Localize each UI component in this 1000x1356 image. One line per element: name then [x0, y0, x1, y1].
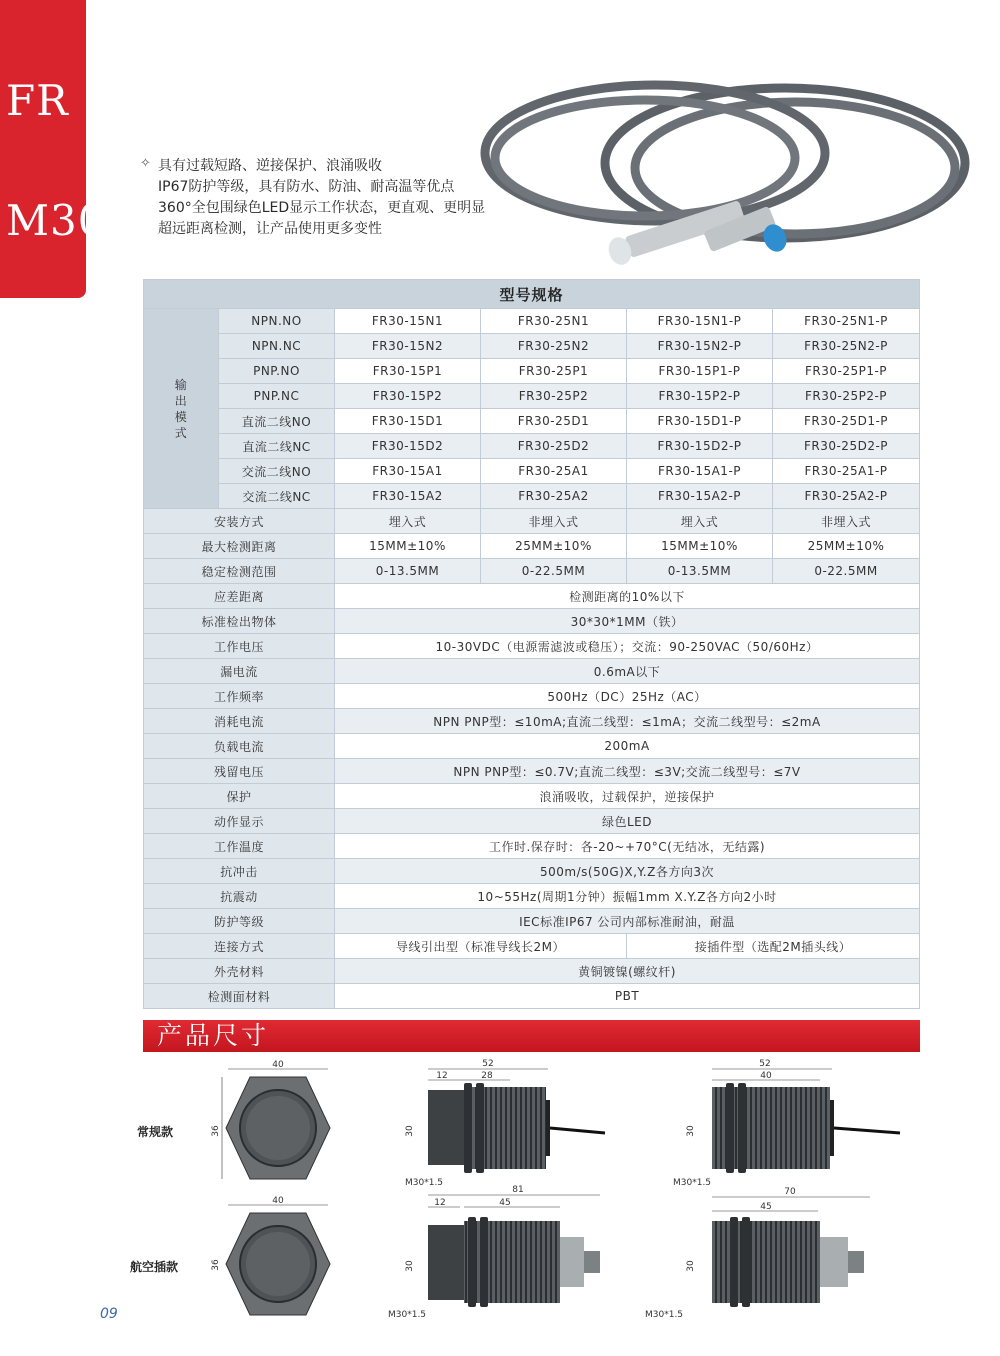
dim-body-45: 45 — [499, 1198, 511, 1208]
table-row — [144, 434, 920, 459]
table-row — [144, 459, 920, 484]
table-row — [144, 634, 920, 659]
model-cell: FR30-25A2-P — [773, 484, 920, 509]
dim-hex-width: 40 — [272, 1060, 284, 1070]
feature-item: IP67防护等级，具有防水、防油、耐高温等优点 — [158, 179, 455, 195]
thread-spec-label: M30*1.5 — [388, 1310, 427, 1320]
spec-value: 30*30*1MM（铁） — [335, 609, 920, 634]
model-cell: FR30-15A1 — [335, 459, 481, 484]
standard-model-label: 常规款 — [137, 1125, 174, 1139]
dim-thread-40: 40 — [760, 1071, 772, 1081]
spec-value: 0.6mA以下 — [335, 659, 920, 684]
spec-table-title: 型号规格 — [144, 280, 920, 309]
model-cell: FR30-25N1-P — [773, 309, 920, 334]
model-cell: FR30-15D2-P — [627, 434, 773, 459]
table-row — [144, 784, 920, 809]
model-cell: FR30-25P1 — [481, 359, 627, 384]
spec-value: 埋入式 — [627, 509, 773, 534]
model-cell: FR30-15D1-P — [627, 409, 773, 434]
table-row — [144, 309, 920, 334]
model-cell: FR30-25D1 — [481, 409, 627, 434]
model-cell: FR30-25D2-P — [773, 434, 920, 459]
spec-value: 浪涌吸收，过载保护，逆接保护 — [335, 784, 920, 809]
model-cell: FR30-15P2-P — [627, 384, 773, 409]
spec-value: 25MM±10% — [481, 534, 627, 559]
spec-label: 最大检测距离 — [144, 534, 335, 559]
spec-value: 10-30VDC（电源需滤波或稳压）；交流：90-250VAC（50/60Hz） — [335, 634, 920, 659]
spec-label: 工作电压 — [144, 634, 335, 659]
model-cell: FR30-15P1-P — [627, 359, 773, 384]
dim-body-45: 45 — [760, 1202, 772, 1212]
spec-label: 检测面材料 — [144, 984, 335, 1009]
model-cell: FR30-25P2 — [481, 384, 627, 409]
spec-value: 10~55Hz(周期1分钟）振幅1mm X.Y.Z各方向2小时 — [335, 884, 920, 909]
spec-label: 抗冲击 — [144, 859, 335, 884]
dim-overall-length: 70 — [784, 1187, 796, 1197]
dim-overall-length: 52 — [759, 1059, 771, 1069]
spec-label: 动作显示 — [144, 809, 335, 834]
page-number: 09 — [100, 1306, 118, 1322]
output-mode-label: 直流二线NO — [219, 409, 335, 434]
table-row — [144, 334, 920, 359]
table-row — [144, 684, 920, 709]
output-mode-label: 交流二线NC — [219, 484, 335, 509]
model-cell: FR30-15N1 — [335, 309, 481, 334]
table-row — [144, 584, 920, 609]
spec-label: 安装方式 — [144, 509, 335, 534]
spec-value: 工作时.保存时：各-20~+70°C(无结冰，无结露) — [335, 834, 920, 859]
spec-label: 连接方式 — [144, 934, 335, 959]
thread-spec-label: M30*1.5 — [405, 1178, 444, 1188]
spec-value: NPN PNP型：≤10mA;直流二线型：≤1mA；交流二线型号：≤2mA — [335, 709, 920, 734]
dim-diameter-30: 30 — [405, 1125, 415, 1137]
feature-item: ✧ 具有过载短路、逆接保护、浪涌吸收 — [140, 156, 382, 174]
table-row — [144, 884, 920, 909]
table-row — [144, 834, 920, 859]
plug-side-view-embedded — [388, 1185, 600, 1320]
table-row — [144, 559, 920, 584]
spec-label: 保护 — [144, 784, 335, 809]
table-row — [144, 709, 920, 734]
hex-front-view-aviation — [211, 1196, 330, 1315]
spec-label: 漏电流 — [144, 659, 335, 684]
table-row — [144, 509, 920, 534]
table-row — [144, 409, 920, 434]
dim-overall-length: 52 — [482, 1059, 494, 1069]
sparkle-bullet-icon: ✧ — [140, 156, 151, 171]
spec-label: 应差距离 — [144, 584, 335, 609]
spec-value: 埋入式 — [335, 509, 481, 534]
model-cell: FR30-25P1-P — [773, 359, 920, 384]
series-code: FR — [6, 76, 69, 125]
table-row — [144, 759, 920, 784]
output-mode-label: NPN.NC — [219, 334, 335, 359]
spec-value: PBT — [335, 984, 920, 1009]
model-cell: FR30-25N2 — [481, 334, 627, 359]
spec-value: 导线引出型（标准导线长2M） — [335, 934, 627, 959]
dim-hex-height: 36 — [211, 1125, 221, 1137]
model-cell: FR30-15N2-P — [627, 334, 773, 359]
output-mode-label: NPN.NO — [219, 309, 335, 334]
spec-value: 500m/s(50G)X,Y.Z各方向3次 — [335, 859, 920, 884]
spec-value: NPN PNP型：≤0.7V;直流二线型：≤3V;交流二线型号：≤7V — [335, 759, 920, 784]
spec-label: 外壳材料 — [144, 959, 335, 984]
plug-side-view-non-embedded — [645, 1187, 870, 1320]
spec-value: 200mA — [335, 734, 920, 759]
spec-value: 非埋入式 — [481, 509, 627, 534]
table-row — [144, 909, 920, 934]
table-row — [144, 609, 920, 634]
output-mode-label: 直流二线NC — [219, 434, 335, 459]
output-mode-group: 输 出 模 式 — [144, 309, 219, 509]
model-cell: FR30-15D1 — [335, 409, 481, 434]
table-row — [144, 359, 920, 384]
table-row — [144, 484, 920, 509]
dim-diameter-30: 30 — [405, 1260, 415, 1272]
table-row — [144, 984, 920, 1009]
spec-value: 检测距离的10%以下 — [335, 584, 920, 609]
spec-table-header — [144, 280, 920, 309]
model-cell: FR30-15N1-P — [627, 309, 773, 334]
spec-value: 15MM±10% — [627, 534, 773, 559]
series-size: M30 — [6, 196, 106, 245]
model-cell: FR30-25D2 — [481, 434, 627, 459]
model-cell: FR30-15D2 — [335, 434, 481, 459]
table-row — [144, 959, 920, 984]
model-cell: FR30-15P1 — [335, 359, 481, 384]
model-cell: FR30-15P2 — [335, 384, 481, 409]
model-cell: FR30-25N1 — [481, 309, 627, 334]
spec-value: IEC标准IP67 公司内部标准耐油，耐温 — [335, 909, 920, 934]
spec-table — [143, 279, 920, 1009]
model-cell: FR30-25A1-P — [773, 459, 920, 484]
spec-value: 非埋入式 — [773, 509, 920, 534]
model-cell: FR30-25N2-P — [773, 334, 920, 359]
thread-spec-label: M30*1.5 — [645, 1310, 684, 1320]
model-cell: FR30-25A2 — [481, 484, 627, 509]
spec-label: 工作频率 — [144, 684, 335, 709]
spec-value: 0-13.5MM — [335, 559, 481, 584]
aviation-plug-model-label: 航空插款 — [130, 1260, 179, 1274]
spec-value: 0-22.5MM — [773, 559, 920, 584]
feature-item: 超远距离检测，让产品使用更多变性 — [158, 221, 382, 237]
feature-item: 360°全包围绿色LED显示工作状态，更直观、更明显 — [158, 200, 486, 216]
model-cell: FR30-25A1 — [481, 459, 627, 484]
model-cell: FR30-25D1-P — [773, 409, 920, 434]
dimension-drawings — [100, 1055, 960, 1345]
model-cell: FR30-15A2 — [335, 484, 481, 509]
spec-label: 残留电压 — [144, 759, 335, 784]
cable-side-view-embedded — [405, 1059, 605, 1188]
spec-label: 负载电流 — [144, 734, 335, 759]
table-row — [144, 809, 920, 834]
spec-value: 0-22.5MM — [481, 559, 627, 584]
spec-value: 0-13.5MM — [627, 559, 773, 584]
spec-value: 15MM±10% — [335, 534, 481, 559]
hex-front-view-standard — [211, 1060, 330, 1179]
dim-front-12: 12 — [436, 1071, 448, 1081]
output-mode-label: 交流二线NO — [219, 459, 335, 484]
table-row — [144, 534, 920, 559]
model-cell: FR30-15A1-P — [627, 459, 773, 484]
spec-label: 工作温度 — [144, 834, 335, 859]
product-photo — [455, 68, 975, 268]
model-cell: FR30-15A2-P — [627, 484, 773, 509]
dim-hex-height: 36 — [211, 1259, 221, 1271]
table-row — [144, 659, 920, 684]
spec-value: 黄铜镀镍(螺纹杆) — [335, 959, 920, 984]
dim-diameter-30: 30 — [686, 1260, 696, 1272]
thread-spec-label: M30*1.5 — [673, 1178, 712, 1188]
spec-label: 防护等级 — [144, 909, 335, 934]
spec-value: 500Hz（DC）25Hz（AC） — [335, 684, 920, 709]
cable-side-view-non-embedded — [673, 1059, 900, 1188]
dim-diameter-30: 30 — [686, 1125, 696, 1137]
spec-label: 消耗电流 — [144, 709, 335, 734]
table-row — [144, 734, 920, 759]
table-row — [144, 384, 920, 409]
model-cell: FR30-25P2-P — [773, 384, 920, 409]
dim-hex-width: 40 — [272, 1196, 284, 1206]
output-mode-label: PNP.NC — [219, 384, 335, 409]
dim-front-12: 12 — [434, 1198, 446, 1208]
spec-value: 25MM±10% — [773, 534, 920, 559]
dim-thread-28: 28 — [481, 1071, 493, 1081]
table-row — [144, 934, 920, 959]
table-row — [144, 859, 920, 884]
spec-label: 标准检出物体 — [144, 609, 335, 634]
dimensions-section-header — [143, 1020, 920, 1052]
spec-value: 绿色LED — [335, 809, 920, 834]
series-side-tab — [0, 0, 106, 298]
spec-label: 抗震动 — [144, 884, 335, 909]
model-cell: FR30-15N2 — [335, 334, 481, 359]
dimensions-section-title: 产品尺寸 — [157, 1021, 270, 1050]
dim-overall-length: 81 — [512, 1185, 524, 1195]
output-mode-label: PNP.NO — [219, 359, 335, 384]
spec-value: 接插件型（选配2M插头线） — [627, 934, 920, 959]
spec-label: 稳定检测范围 — [144, 559, 335, 584]
